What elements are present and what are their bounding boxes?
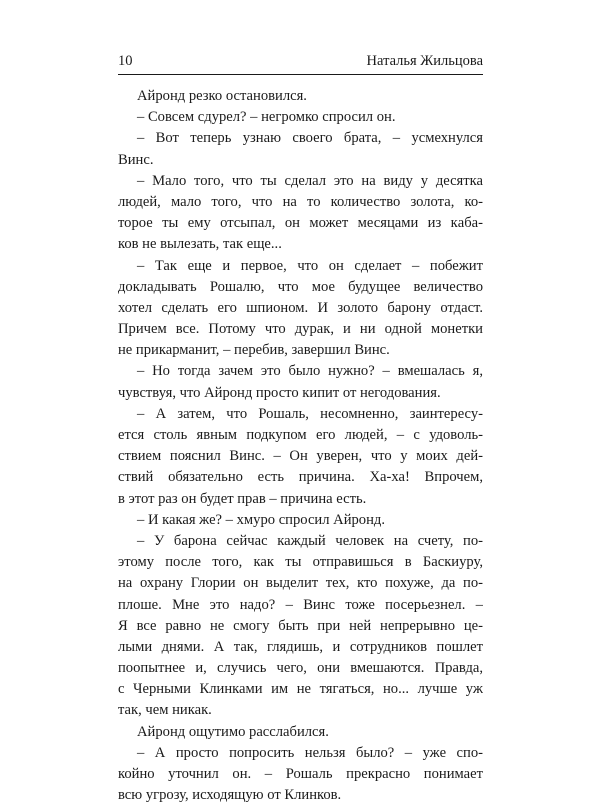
- text-line: – У барона сейчас каждый человек на счету, по-: [137, 532, 483, 549]
- text-line: – Мало того, что ты сделал это на виду у десятка: [137, 172, 483, 189]
- text-line: Причем все. Потому что дурак, и ни одной монетки: [118, 321, 483, 338]
- text-line: ков не вылезать, так еще...: [118, 236, 282, 253]
- body-text: [118, 86, 483, 806]
- text-line: – Вот теперь узнаю своего брата, – усмехнулся: [137, 130, 483, 147]
- text-line: – И какая же? – хмуро спросил Айронд.: [137, 511, 385, 528]
- text-line: ствий обязательно есть причина. Ха-ха! Впрочем,: [118, 469, 483, 486]
- text-line: плоше. Мне это надо? – Винс тоже посерьезнел. –: [118, 596, 483, 613]
- text-line: в этот раз он будет прав – причина есть.: [118, 490, 367, 507]
- running-head: [118, 50, 483, 72]
- text-line: с Черными Клинками им не тягаться, но... лучше уж: [118, 681, 483, 698]
- text-line: докладывать Рошалю, что мое будущее величество: [118, 278, 483, 295]
- text-line: на охрану Глории он выделит тех, кто похуже, да по-: [118, 575, 483, 592]
- text-line: торое ты ему отсыпал, он может месяцами из кaба-: [118, 215, 483, 232]
- text-line: не прикарманит, – перебив, завершил Винс.: [118, 342, 390, 359]
- page-number: 10: [118, 53, 133, 69]
- text-line: этому после того, как ты отправишься в Баскиуру,: [118, 554, 483, 571]
- text-line: – А просто попросить нельзя было? – уже спо-: [137, 744, 483, 761]
- text-line: – А затем, что Рошаль, несомненно, заинтересу-: [137, 405, 483, 422]
- text-line: Винс.: [118, 151, 154, 168]
- header-rule: [118, 74, 483, 75]
- text-line: чувствуя, что Айронд просто кипит от негодования.: [118, 384, 441, 401]
- text-line: ется столь явным подкупом его людей, – с удоволь-: [118, 427, 483, 443]
- text-line: койно уточнил он. – Рошаль прекрасно понимает: [118, 766, 483, 782]
- text-line: Айронд резко остановился.: [137, 88, 307, 104]
- text-line: лыми днями. А так, глядишь, и сотрудников пошлет: [118, 638, 483, 655]
- text-line: Айронд ощутимо расслабился.: [137, 723, 329, 740]
- text-line: поопытнее и, случись чего, они вмешаются. Правда,: [118, 660, 483, 677]
- text-line: ствием пояснил Винс. – Он уверен, что у моих дей-: [118, 448, 483, 465]
- text-line: Я все равно не смогу быть при ней непрерывно це-: [118, 617, 483, 634]
- text-line: хотел сделать его шпионом. И золото барону отдаст.: [118, 299, 483, 316]
- text-line: – Но тогда зачем это было нужно? – вмешалась я,: [137, 363, 483, 380]
- text-line: так, чем никак.: [118, 702, 212, 719]
- text-line: людей, мало того, что на то количество золота, ко-: [118, 193, 483, 210]
- text-line: – Совсем сдурел? – негромко спросил он.: [137, 109, 396, 126]
- text-line: – Так еще и первое, что он сделает – побежит: [137, 257, 483, 274]
- book-author: Наталья Жильцова: [366, 53, 483, 69]
- text-line: всю угрозу, исходящую от Клинков.: [118, 787, 342, 804]
